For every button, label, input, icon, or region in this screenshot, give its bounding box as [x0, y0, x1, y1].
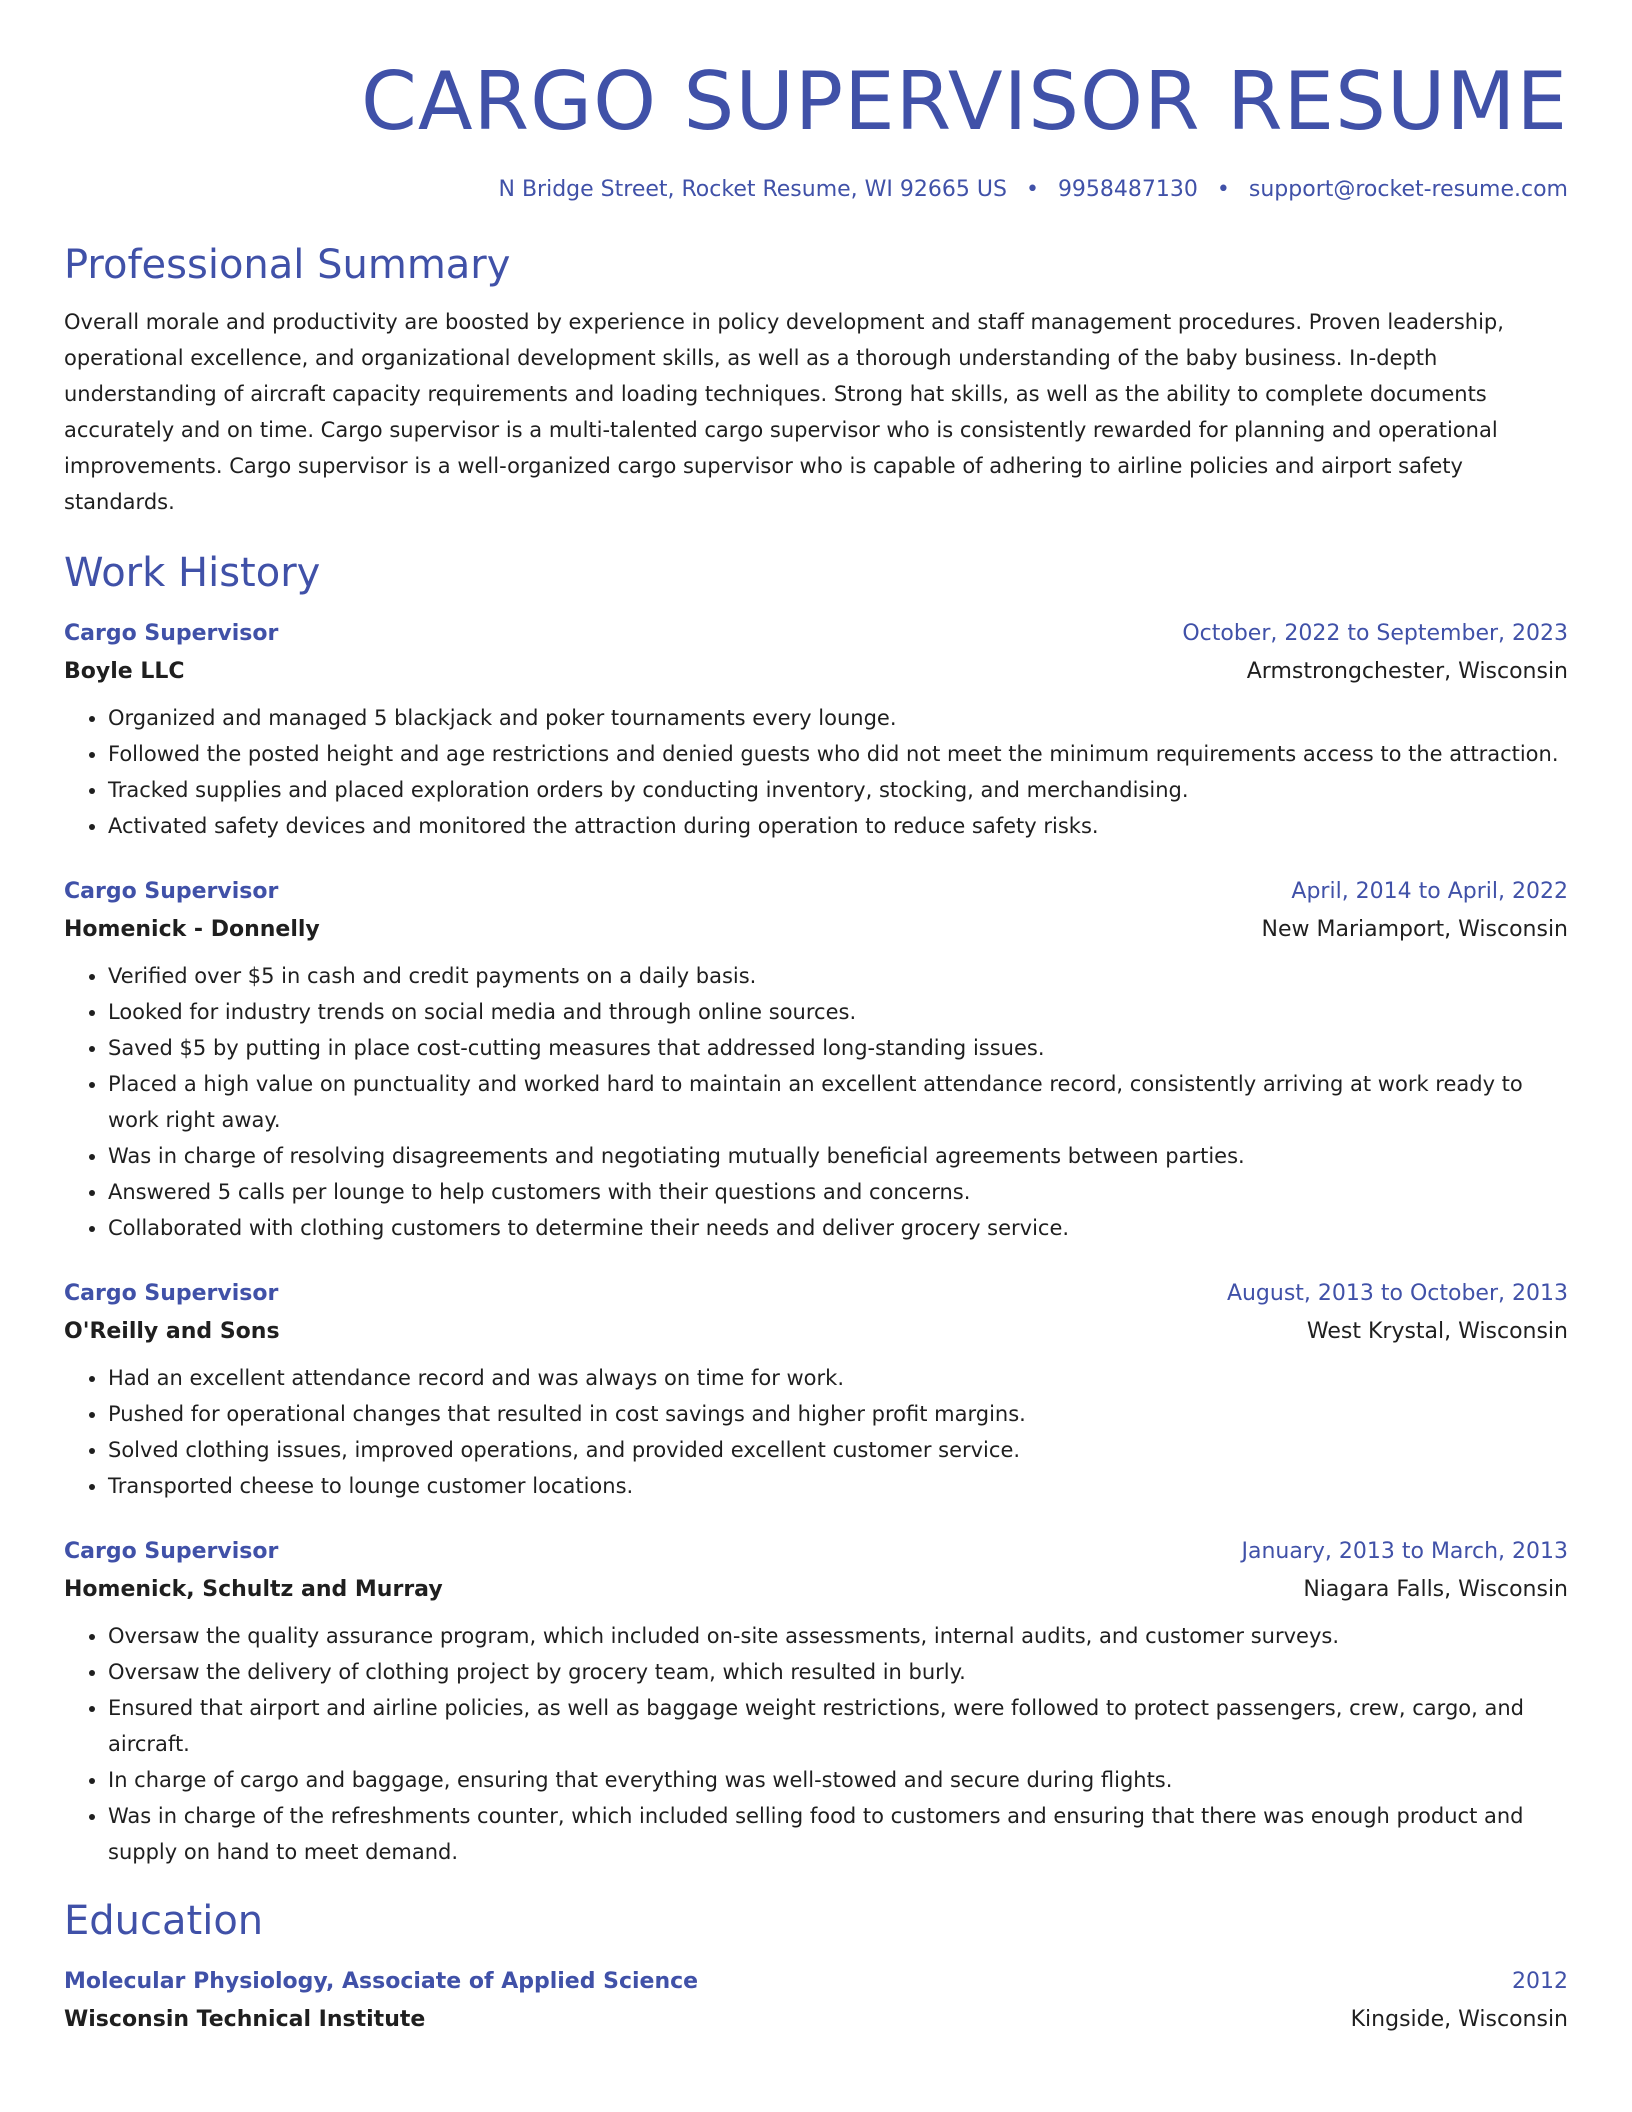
job-company: O'Reilly and Sons: [64, 1319, 280, 1344]
job-company: Homenick - Donnelly: [64, 917, 320, 942]
job-dates: April, 2014 to April, 2022: [1291, 879, 1568, 904]
section-title-education: Education: [64, 1898, 264, 1944]
job-company: Homenick, Schultz and Murray: [64, 1577, 443, 1602]
job-bullet: • Oversaw the quality assurance program, which included on-site assessments, internal audits, and customer surveys.: [108, 1618, 1568, 1654]
job-bullet: • Verified over $5 in cash and credit payments on a daily basis.: [108, 958, 1568, 994]
job-dates: October, 2022 to September, 2023: [1182, 621, 1568, 646]
contact-email: support@rocket-resume.com: [1248, 177, 1568, 202]
contact-separator: •: [1216, 177, 1230, 202]
job-entry: [64, 1276, 1568, 1504]
job-dates: January, 2013 to March, 2013: [1241, 1539, 1568, 1564]
work-history-section: [64, 548, 1568, 1870]
contact-line: [64, 174, 1568, 206]
job-bullet: • Was in charge of the refreshments counter, which included selling food to customers and ensuring that there was enough product and supply on hand to meet demand.: [108, 1798, 1568, 1870]
job-bullet: • Tracked supplies and placed exploration orders by conducting inventory, stocking, and merchandising.: [108, 772, 1568, 808]
job-company: Boyle LLC: [64, 659, 185, 684]
education-section: [64, 1896, 1568, 2040]
job-bullets: [64, 958, 1568, 1246]
job-title: Cargo Supervisor: [64, 621, 279, 646]
job-bullet: • Solved clothing issues, improved operations, and provided excellent customer service.: [108, 1432, 1568, 1468]
job-bullet: • Followed the posted height and age restrictions and denied guests who did not meet the minimum requirements access to the attraction.: [108, 736, 1568, 772]
job-bullet: • Had an excellent attendance record and was always on time for work.: [108, 1360, 1568, 1396]
job-dates: August, 2013 to October, 2013: [1226, 1281, 1568, 1306]
job-bullet: • In charge of cargo and baggage, ensuring that everything was well-stowed and secure during flights.: [108, 1762, 1568, 1798]
education-entry: [64, 1964, 1568, 2040]
job-bullet: • Activated safety devices and monitored the attraction during operation to reduce safety risks.: [108, 808, 1568, 844]
job-bullet: • Answered 5 calls per lounge to help customers with their questions and concerns.: [108, 1174, 1568, 1210]
job-location: West Krystal, Wisconsin: [1306, 1319, 1568, 1344]
contact-phone: 9958487130: [1057, 177, 1198, 202]
job-bullet: • Organized and managed 5 blackjack and poker tournaments every lounge.: [108, 700, 1568, 736]
job-bullets: [64, 1360, 1568, 1504]
job-title: Cargo Supervisor: [64, 1539, 279, 1564]
job-entry: [64, 874, 1568, 1246]
summary-text: Overall morale and productivity are boosted by experience in policy development and staff management procedures. Proven leadership, operational excellence, and organizational development skills, as well as a thorough understanding of the baby business. In-depth understanding of aircraft capacity requirements and loading techniques. Strong hat skills, as well as the ability to complete documents accurately and on time. Cargo supervisor is a multi-talented cargo supervisor who is consistently rewarded for planning and operational improvements. Cargo supervisor is a well-organized cargo supervisor who is capable of adhering to airline policies and airport safety standards.: [64, 310, 1504, 514]
job-bullet: • Placed a high value on punctuality and worked hard to maintain an excellent attendance record, consistently arriving at work ready to work right away.: [108, 1066, 1568, 1138]
job-bullets: [64, 700, 1568, 844]
contact-separator: •: [1025, 177, 1039, 202]
job-bullet: • Oversaw the delivery of clothing project by grocery team, which resulted in burly.: [108, 1654, 1568, 1690]
job-bullet: • Saved $5 by putting in place cost-cutting measures that addressed long-standing issues.: [108, 1030, 1568, 1066]
job-bullet: • Was in charge of resolving disagreements and negotiating mutually beneficial agreements between parties.: [108, 1138, 1568, 1174]
section-title-work-history: Work History: [64, 550, 321, 596]
job-bullets: [64, 1618, 1568, 1870]
job-title: Cargo Supervisor: [64, 1281, 279, 1306]
summary-section: [64, 240, 1568, 520]
job-bullet: • Collaborated with clothing customers to determine their needs and deliver grocery service.: [108, 1210, 1568, 1246]
education-school: Wisconsin Technical Institute: [64, 2007, 426, 2032]
job-entry: [64, 1534, 1568, 1870]
job-location: Armstrongchester, Wisconsin: [1246, 659, 1568, 684]
job-bullet: • Ensured that airport and airline policies, as well as baggage weight restrictions, were followed to protect passengers, crew, cargo, and aircraft.: [108, 1690, 1568, 1762]
education-year: 2012: [1512, 1969, 1568, 1994]
section-title-summary: Professional Summary: [64, 242, 511, 288]
job-bullet: • Pushed for operational changes that resulted in cost savings and higher profit margins.: [108, 1396, 1568, 1432]
resume-title: CARGO SUPERVISOR RESUME: [360, 55, 1568, 148]
education-degree: Molecular Physiology, Associate of Applied Science: [64, 1969, 699, 1994]
job-location: New Mariamport, Wisconsin: [1261, 917, 1568, 942]
job-location: Niagara Falls, Wisconsin: [1303, 1577, 1568, 1602]
job-bullet: • Transported cheese to lounge customer locations.: [108, 1468, 1568, 1504]
resume-header: [64, 52, 1568, 206]
job-entry: [64, 616, 1568, 844]
job-title: Cargo Supervisor: [64, 879, 279, 904]
contact-address: N Bridge Street, Rocket Resume, WI 92665 US: [498, 177, 1007, 202]
education-location: Kingside, Wisconsin: [1350, 2007, 1568, 2032]
job-bullet: • Looked for industry trends on social media and through online sources.: [108, 994, 1568, 1030]
